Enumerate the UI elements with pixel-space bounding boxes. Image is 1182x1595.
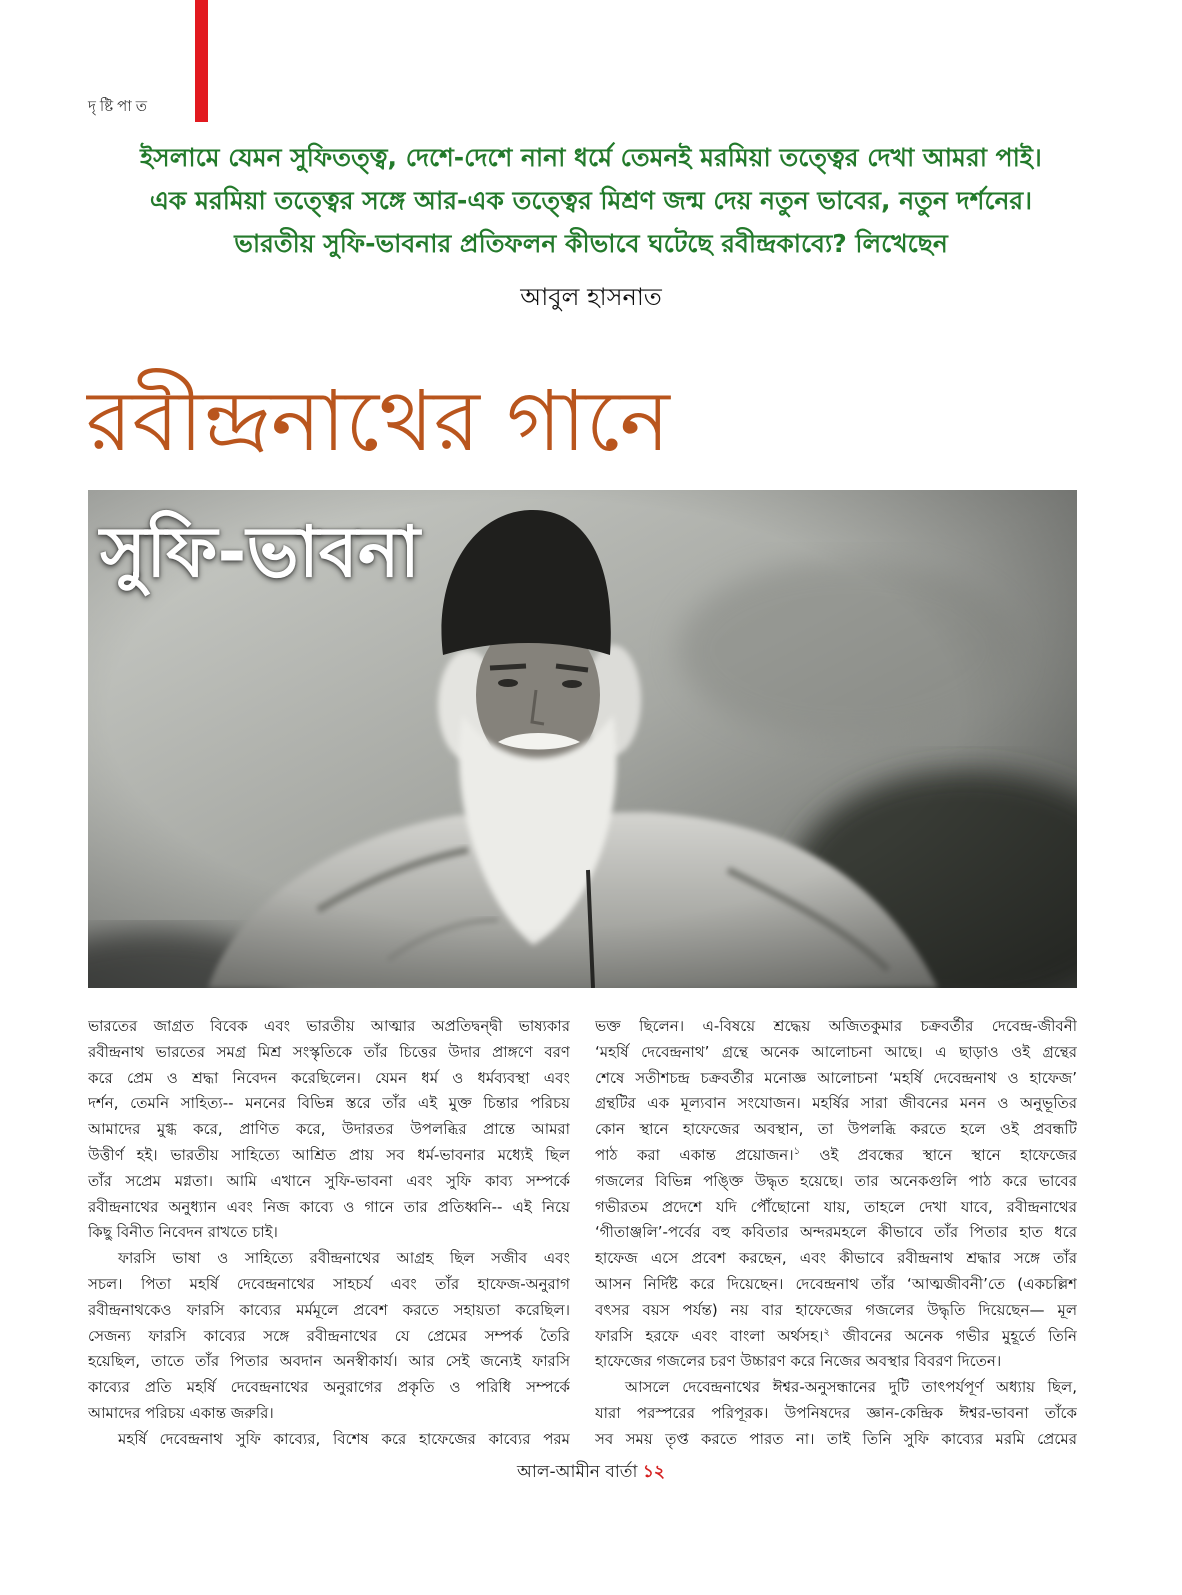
- text-line: আসলে দেবেন্দ্রনাথের ঈশ্বর-অনুসন্ধানের দুটি তাৎপর্যপূর্ণ অধ্যায় ছিল,: [625, 1378, 1077, 1397]
- text-line: কাব্যের প্রতি মহর্ষি দেবেন্দ্রনাথের অনুরাগের প্রকৃতি ও পরিধি সম্পর্কে: [88, 1378, 570, 1397]
- article-title: রবীন্দ্রনাথের গানে: [86, 372, 670, 470]
- page-footer: [0, 1460, 1182, 1484]
- body-column-right: [595, 1014, 1077, 1458]
- text-line: ফারসি ভাষা ও সাহিত্যে রবীন্দ্রনাথের আগ্রহ ছিল সজীব এবং: [118, 1249, 570, 1268]
- intro-standfirst: [60, 136, 1122, 265]
- author-name: আবুল হাসনাত: [520, 283, 662, 311]
- intro-line: ভারতীয় সুফি-ভাবনার প্রতিফলন কীভাবে ঘটেছে রবীন্দ্রকাব্যে? লিখেছেন: [234, 229, 948, 258]
- footnote-marker: ২: [823, 1326, 830, 1338]
- section-label: দৃষ্টিপাত: [88, 97, 151, 115]
- line-text: জীবনের অনেক গভীর মুহূর্তে তিনি: [829, 1326, 1077, 1345]
- text-line: ভক্ত ছিলেন। এ-বিষয়ে শ্রদ্ধেয় অজিতকুমার চক্রবর্তীর দেবেন্দ্র-জীবনী: [595, 1017, 1077, 1035]
- text-line: কোন স্থানে হাফেজের অবস্থান, তা উপলব্ধি করতে হলে ওই প্রবন্ধটি: [595, 1120, 1077, 1139]
- text-line: [595, 1143, 1077, 1169]
- text-line: কিছু বিনীত নিবেদন রাখতে চাই।: [88, 1223, 278, 1242]
- text-line: আসন নির্দিষ্ট করে দিয়েছেন। দেবেন্দ্রনাথ তাঁর ‘আত্মজীবনী’তে (একচল্লিশ: [595, 1274, 1077, 1293]
- footnote-marker: ১: [793, 1145, 801, 1157]
- text-line: গ্রন্থটির এক মূল্যবান সংযোজন। মহর্ষির সারা জীবনের মনন ও অনুভূতির: [595, 1094, 1077, 1113]
- paragraph: [595, 1014, 1077, 1375]
- intro-line: ইসলামে যেমন সুফিতত্ত্ব, দেশে-দেশে নানা ধর্মে তেমনই মরমিয়া তত্ত্বের দেখা আমরা পাই।: [140, 143, 1042, 172]
- text-line: সব সময় তৃপ্ত করতে পারত না। তাই তিনি সুফি কাব্যের মরমি প্রেমের: [595, 1429, 1077, 1448]
- intro-line: এক মরমিয়া তত্ত্বের সঙ্গে আর-এক তত্ত্বের মিশ্রণ জন্ম দেয় নতুন ভাবের, নতুন দর্শনের।: [149, 186, 1033, 215]
- page-number: ১২: [642, 1462, 665, 1482]
- line-text: ফারসি হরফে এবং বাংলা অর্থসহ।: [595, 1326, 824, 1345]
- line-text: পাঠ করা একান্ত প্রয়োজন।: [595, 1145, 794, 1164]
- text-line: ভারতের জাগ্রত বিবেক এবং ভারতীয় আত্মার অপ্রতিদ্বন্দ্বী ভাষ্যকার: [88, 1017, 570, 1035]
- text-line: গজলের বিভিন্ন পঙ্ক্তি উদ্ধৃত হয়েছে। তার অনেকগুলি পাঠ করে ভাবের: [595, 1171, 1077, 1190]
- text-line: বৎসর বয়স পর্যন্ত) নয় বার হাফেজের গজলের উদ্ধৃতি দিয়েছেন— মূল: [595, 1300, 1077, 1319]
- text-line: হাফেজের গজলের চরণ উচ্চারণ করে নিজের অবস্থার বিবরণ দিতেন।: [595, 1352, 1002, 1371]
- text-line: ‘গীতাঞ্জলি’-পর্বের বহু কবিতার অন্দরমহলে কীভাবে তাঁর পিতার হাত ধরে: [595, 1223, 1077, 1242]
- text-line: রবীন্দ্রনাথের অনুধ্যান এবং নিজ কাব্যে ও গানে তার প্রতিধ্বনি-- এই নিয়ে: [88, 1197, 570, 1216]
- photo-overlay-title: সুফি-ভাবনা: [100, 511, 420, 593]
- paragraph: [88, 1246, 570, 1427]
- text-line: আমাদের মুগ্ধ করে, প্রাণিত করে, উদারতর উপলব্ধির প্রান্তে আমরা: [88, 1120, 570, 1139]
- text-line: গভীরতম প্রদেশে যদি পৌঁছোনো যায়, তাহলে দেখা যাবে, রবীন্দ্রনাথের: [595, 1197, 1077, 1216]
- paragraph: [88, 1427, 570, 1453]
- text-line: হাফেজ এসে প্রবেশ করছেন, এবং কীভাবে রবীন্দ্রনাথ শ্রদ্ধার সঙ্গে তাঁর: [595, 1249, 1077, 1268]
- text-line: আমাদের পরিচয় একান্ত জরুরি।: [88, 1403, 274, 1422]
- text-line: তাঁর সপ্রেম মগ্নতা। আমি এখানে সুফি-ভাবনা এবং সুফি কাব্য সম্পর্কে: [88, 1171, 570, 1190]
- text-line: মহর্ষি দেবেন্দ্রনাথ সুফি কাব্যের, বিশেষ করে হাফেজের কাব্যের পরম: [118, 1429, 570, 1448]
- text-line: রবীন্দ্রনাথ ভারতের সমগ্র মিশ্র সংস্কৃতিকে তাঁর চিত্তের উদার প্রাঙ্গণে বরণ: [88, 1042, 570, 1061]
- text-line: ‘মহর্ষি দেবেন্দ্রনাথ’ গ্রন্থে অনেক আলোচনা আছে। এ ছাড়াও ওই গ্রন্থের: [595, 1042, 1077, 1061]
- text-line: হয়েছিল, তাতে তাঁর পিতার অবদান অনস্বীকার্য। আর সেই জন্যেই ফারসি: [88, 1352, 570, 1371]
- publication-name: আল-আমীন বার্তা: [517, 1462, 638, 1482]
- text-line: দর্শন, তেমনি সাহিত্য-- মননের বিভিন্ন স্তরে তাঁর এই মুক্ত চিন্তার পরিচয়: [88, 1094, 570, 1113]
- text-line: উত্তীর্ণ হই। ভারতীয় সাহিত্যে আশ্রিত প্রায় সব ধর্ম-ভাবনার মধ্যেই ছিল: [88, 1145, 570, 1164]
- text-line: শেষে সতীশচন্দ্র চক্রবর্তীর মনোজ্ঞ আলোচনা ‘মহর্ষি দেবেন্দ্রনাথ ও হাফেজ’: [595, 1068, 1077, 1087]
- text-line: সেজন্য ফারসি কাব্যের সঙ্গে রবীন্দ্রনাথের যে প্রেমের সম্পর্ক তৈরি: [88, 1326, 570, 1345]
- line-text: ওই প্রবন্ধের স্থানে স্থানে হাফেজের: [800, 1145, 1077, 1164]
- paragraph: [88, 1014, 570, 1246]
- text-line: [595, 1324, 1077, 1350]
- paragraph: [595, 1375, 1077, 1452]
- portrait-photo: [88, 490, 1077, 988]
- text-line: সচল। পিতা মহর্ষি দেবেন্দ্রনাথের সাহচর্য এবং তাঁর হাফেজ-অনুরাগ: [88, 1274, 570, 1293]
- text-line: করে প্রেম ও শ্রদ্ধা নিবেদন করেছিলেন। যেমন ধর্ম ও ধর্মব্যবস্থা এবং: [88, 1068, 570, 1087]
- section-accent-bar: [195, 0, 208, 122]
- text-line: রবীন্দ্রনাথকেও ফারসি কাব্যের মর্মমূলে প্রবেশ করতে সহায়তা করেছিল।: [88, 1300, 570, 1319]
- body-column-left: [88, 1014, 570, 1458]
- text-line: যারা পরস্পরের পরিপূরক। উপনিষদের জ্ঞান-কেন্দ্রিক ঈশ্বর-ভাবনা তাঁকে: [595, 1403, 1077, 1422]
